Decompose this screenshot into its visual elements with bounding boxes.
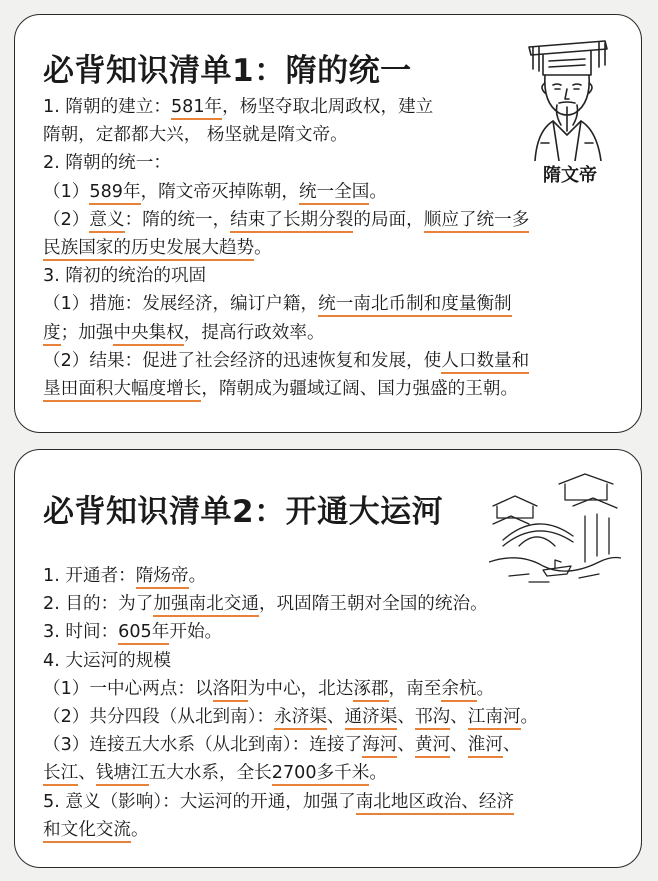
text-segment: 开始。 — [169, 622, 223, 643]
text-segment: 、 — [78, 763, 96, 784]
text-segment: ，隋朝成为疆域辽阔、国力强盛的王朝。 — [201, 378, 519, 399]
highlighted-keyword: 隋炀帝 — [136, 566, 189, 589]
text-segment: 。 — [520, 706, 539, 727]
text-line — [43, 816, 627, 844]
text-line — [43, 347, 627, 375]
text-line — [43, 590, 627, 618]
text-segment: 5. 意义（影响）：大运河的开通，加强了 — [43, 791, 356, 812]
highlighted-keyword: 永济渠 — [274, 707, 327, 730]
text-segment: （1） — [43, 181, 90, 202]
text-segment: （2） — [43, 209, 90, 230]
text-line — [43, 262, 627, 290]
text-line — [43, 731, 627, 759]
text-segment: （2）共分四段（从北到南）： — [43, 706, 275, 727]
text-segment: 1. 开通者： — [43, 566, 136, 586]
text-segment: 隋朝，定都都大兴， 杨坚就是隋文帝。 — [43, 125, 348, 146]
text-line — [43, 234, 627, 262]
highlighted-keyword: 人口数量和 — [441, 351, 529, 374]
text-line — [43, 93, 627, 121]
text-line — [43, 647, 627, 675]
text-segment: ；加强 — [60, 322, 114, 343]
text-segment: （3）连接五大水系（从北到南）：连接了 — [43, 735, 363, 756]
text-segment: 3. 时间： — [43, 622, 119, 643]
text-segment: 。 — [130, 819, 149, 840]
highlighted-keyword: 涿郡 — [353, 679, 388, 702]
text-line — [43, 788, 627, 816]
text-line — [43, 375, 627, 403]
text-segment: ，巩固隋王朝对全国的统治。 — [258, 594, 488, 615]
highlighted-keyword: 通济渠 — [345, 707, 398, 730]
text-line — [43, 675, 627, 703]
portrait-caption: 隋文帝 — [543, 165, 597, 186]
text-segment: 2. 目的：为了 — [43, 594, 154, 615]
knowledge-card-2 — [14, 449, 642, 868]
card-body — [43, 93, 627, 403]
text-segment: ，杨坚夺取北周政权，建立 — [222, 97, 434, 117]
highlighted-keyword: 民族国家的历史发展大趋势 — [43, 238, 254, 261]
text-segment: ，隋文帝灭掉陈朝， — [140, 181, 299, 202]
text-line — [43, 206, 627, 234]
text-segment: 。 — [369, 763, 387, 784]
highlighted-keyword: 江南河 — [468, 707, 521, 730]
highlighted-keyword: 结束了长期分裂 — [230, 210, 353, 233]
highlighted-keyword: 邗沟 — [415, 707, 450, 730]
highlighted-keyword: 顺应了统一多 — [424, 210, 530, 233]
card-body — [43, 562, 627, 844]
text-segment: ，提高行政效率。 — [183, 322, 325, 343]
highlighted-keyword: 淮河 — [468, 735, 503, 758]
text-line — [43, 178, 627, 206]
highlighted-keyword: 统一南北币制和度量衡制 — [318, 294, 512, 317]
text-segment: 。 — [476, 678, 495, 699]
text-segment: 2. 隋朝的统一： — [43, 153, 171, 174]
highlighted-keyword: 和文化交流 — [43, 820, 131, 843]
knowledge-card-1 — [14, 14, 642, 433]
highlighted-keyword: 洛阳 — [213, 679, 248, 702]
text-segment: （1）一中心两点：以 — [43, 678, 213, 699]
text-segment: 的局面， — [353, 209, 424, 230]
text-segment: 为中心，北达 — [247, 678, 354, 699]
highlighted-keyword: 589年 — [89, 182, 140, 205]
text-segment: （1）措施：发展经济，编订户籍， — [43, 294, 319, 315]
text-segment: 、 — [502, 735, 521, 756]
highlighted-keyword: 垦田面积大幅度增长 — [43, 379, 201, 402]
text-line — [43, 149, 627, 177]
highlighted-keyword: 钱塘江 — [96, 763, 149, 786]
text-segment: 。 — [254, 237, 272, 258]
text-segment: 、 — [326, 706, 345, 727]
highlighted-keyword: 605年 — [118, 622, 169, 645]
text-segment: 。 — [188, 566, 207, 586]
text-line — [43, 562, 627, 590]
highlighted-keyword: 长江 — [43, 763, 78, 786]
card-title: 必背知识清单2：开通大运河 — [43, 494, 444, 530]
text-segment: 。 — [369, 181, 387, 202]
text-segment: 、 — [450, 706, 468, 727]
text-line — [43, 290, 627, 318]
text-segment: 3. 隋初的统治的巩固 — [43, 266, 207, 287]
text-segment: ，南至 — [388, 678, 442, 699]
highlighted-keyword: 加强南北交通 — [153, 594, 259, 617]
highlighted-keyword: 度 — [43, 323, 61, 346]
highlighted-keyword: 2700多千米 — [272, 763, 370, 786]
text-segment: （2）结果：促进了社会经济的迅速恢复和发展，使 — [43, 350, 442, 371]
text-segment: 、 — [397, 735, 415, 756]
highlighted-keyword: 中央集权 — [113, 323, 183, 346]
text-line — [43, 319, 627, 347]
text-segment: 、 — [450, 735, 468, 756]
text-line — [43, 618, 627, 646]
highlighted-keyword: 海河 — [362, 735, 397, 758]
text-segment: 1. 隋朝的建立： — [43, 97, 171, 117]
highlighted-keyword: 统一全国 — [299, 182, 369, 205]
highlighted-keyword: 南北地区政治、经济 — [356, 792, 514, 815]
text-line — [43, 759, 627, 787]
text-segment: ：隋的统一， — [124, 209, 231, 230]
card-title: 必背知识清单1：隋的统一 — [43, 53, 412, 89]
text-segment: 五大水系，全长 — [148, 763, 272, 784]
text-line — [43, 121, 627, 149]
highlighted-keyword: 余杭 — [441, 679, 476, 702]
highlighted-keyword: 黄河 — [415, 735, 450, 758]
text-segment: 、 — [397, 706, 415, 727]
highlighted-keyword: 581年 — [171, 97, 222, 120]
highlighted-keyword: 意义 — [89, 210, 124, 233]
text-line — [43, 703, 627, 731]
text-segment: 4. 大运河的规模 — [43, 650, 171, 671]
